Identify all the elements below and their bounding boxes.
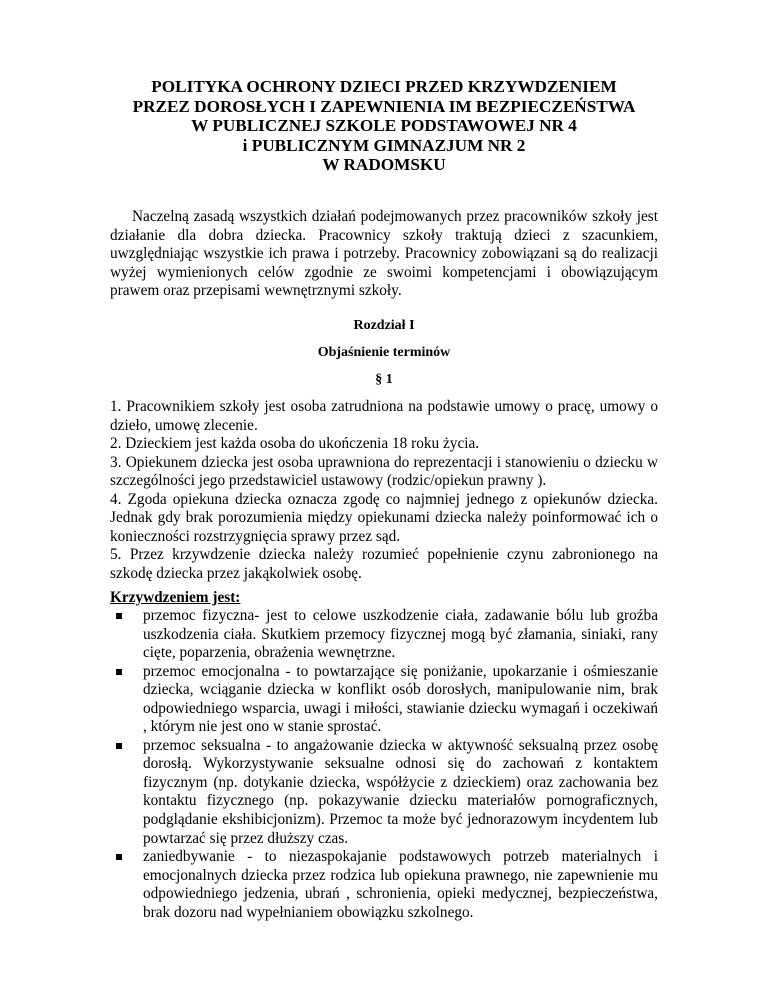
harm-item — [110, 663, 658, 737]
title-line: W RADOMSKU — [322, 155, 446, 174]
harm-item — [110, 848, 658, 922]
definition-item: 5. Przez krzywdzenie dziecka należy rozumieć popełnienie czynu zabronionego na szkodę dziecka przez jakąkolwiek osobę. — [110, 546, 658, 582]
title-line: i PUBLICZNYM GIMNAZJUM NR 2 — [242, 135, 526, 155]
definitions-list — [110, 398, 658, 583]
definition-item: 1. Pracownikiem szkoły jest osoba zatrudniona na podstawie umowy o pracę, umowy o dzieło, umowę zlecenie. — [110, 398, 658, 434]
chapter-subtitle: Objaśnienie terminów — [317, 345, 451, 360]
title-line: W PUBLICZNEJ SZKOLE PODSTAWOWEJ NR 4 — [191, 116, 577, 135]
harm-list — [110, 607, 658, 922]
harm-item — [110, 737, 658, 848]
harm-item-text: przemoc seksualna - to angażowanie dziecka w aktywność seksualną przez osobę dorosłą. Wykorzystywanie seksualne odnosi się do zachowań z kontaktem fizycznym (np. dotykanie dziecka, współżycie z dzieckiem) oraz zachowania bez kontaktu fizycznego (np. pokazywanie dziecku materiałów pornograficznych, podglądanie ekshibicjonizm). Przemoc ta może być jednorazowym incydentem lub powtarzać się przez dłuższy czas. — [143, 736, 658, 847]
document-title — [100, 77, 668, 175]
harm-item-text: zaniedbywanie - to niezaspokajanie podstawowych potrzeb materialnych i emocjonalnych dziecka przez rodzica lub opiekuna prawnego, nie zapewnienie mu odpowiedniego jedzenia, ubrań , schronienia, opieki medycznej, bezpieczeństwa, brak dozoru nad wypełnianiem obowiązku szkolnego. — [143, 848, 658, 921]
square-bullet-icon — [116, 669, 122, 675]
harm-item-text: przemoc emocjonalna - to powtarzające się poniżanie, upokarzanie i ośmieszanie dziecka, wciąganie dziecka w konflikt osób dorosłych, manipulowanie nim, brak odpowiedniego wsparcia, uwagi i miłości, stawianie dziecku wymagań i oczekiwań , którym nie jest ono w stanie sprostać. — [143, 662, 658, 736]
harm-item — [110, 607, 658, 663]
title-line: PRZEZ DOROSŁYCH I ZAPEWNIENIA IM BEZPIECZEŃSTWA — [132, 96, 636, 116]
definition-item: 2. Dzieckiem jest każda osoba do ukończenia 18 roku życia. — [110, 435, 480, 452]
chapter-heading: Rozdział I — [353, 318, 415, 333]
square-bullet-icon — [116, 743, 122, 749]
intro-text: Naczelną zasadą wszystkich działań podejmowanych przez pracowników szkoły jest działanie dla dobra dziecka. Pracownicy szkoły traktują dzieci z szacunkiem, uwzględniając wszystkie ich prawa i potrzeby. Pracownicy zobowiązani są do realizacji wyżej wymienionych celów zgodnie ze swoimi kompetencjami i obowiązującym prawem oraz przepisami wewnętrznymi szkoły. — [110, 208, 658, 300]
harm-item-text: przemoc fizyczna- jest to celowe uszkodzenie ciała, zadawanie bólu lub groźba uszkodzenia ciała. Skutkiem przemocy fizycznej mogą być złamania, siniaki, rany cięte, poparzenia, obrażenia wewnętrzne. — [143, 607, 658, 662]
paragraph-mark: § 1 — [375, 372, 393, 387]
square-bullet-icon — [116, 854, 122, 860]
square-bullet-icon — [116, 613, 122, 619]
definition-item: 4. Zgoda opiekuna dziecka oznacza zgodę co najmniej jednego z opiekunów dziecka. Jednak gdy brak porozumienia między opiekunami dziecka należy poinformować ich o konieczności rozstrzygnięcia sprawy przez sąd. — [110, 490, 658, 545]
title-line: POLITYKA OCHRONY DZIECI PRZED KRZYWDZENIEM — [151, 77, 617, 96]
harm-heading: Krzywdzeniem jest: — [110, 589, 241, 606]
intro-paragraph — [110, 208, 658, 301]
definition-item: 3. Opiekunem dziecka jest osoba uprawniona do reprezentacji i stanowieniu o dziecku w szczególności jego przedstawiciel ustawowy (rodzic/opiekun prawny ). — [110, 453, 658, 489]
